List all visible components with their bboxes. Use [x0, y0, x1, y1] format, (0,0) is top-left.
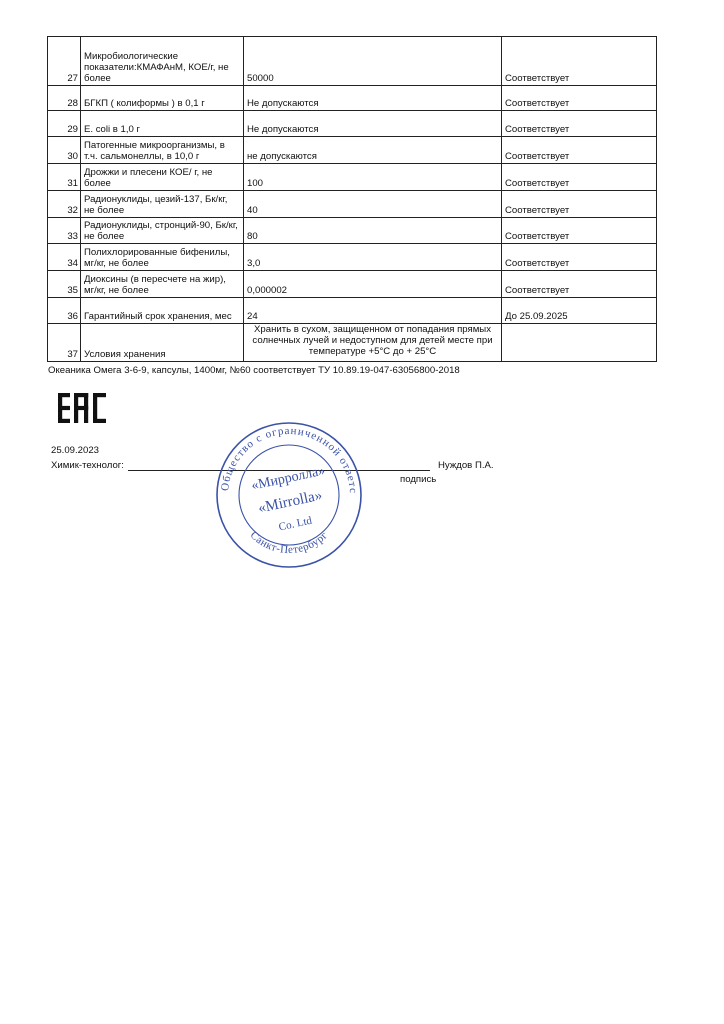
result-cell: Соответствует	[502, 218, 657, 244]
norm-cell: 24	[244, 298, 502, 324]
indicator-cell: БГКП ( колиформы ) в 0,1 г	[81, 86, 244, 111]
result-cell: Соответствует	[502, 244, 657, 271]
norm-cell: 100	[244, 164, 502, 191]
row-number: 33	[48, 218, 81, 244]
specification-table	[47, 36, 657, 362]
result-cell: Соответствует	[502, 137, 657, 164]
stamp-name-en: «Mirrolla»	[256, 487, 324, 517]
stamp-city-text: Санкт-Петербург	[247, 529, 331, 557]
row-number: 36	[48, 298, 81, 324]
row-number: 29	[48, 111, 81, 137]
table-row	[48, 37, 657, 86]
table-row	[48, 271, 657, 298]
eac-mark-icon	[58, 393, 108, 423]
norm-cell: 80	[244, 218, 502, 244]
stamp-name-ru: «Мирролла»	[250, 463, 327, 494]
result-cell: Соответствует	[502, 111, 657, 137]
table-row-storage	[48, 324, 657, 362]
indicator-cell: Условия хранения	[81, 324, 244, 362]
signer-role: Химик-технолог:	[51, 460, 124, 471]
specification-table-body	[48, 37, 657, 362]
norm-cell: не допускаются	[244, 137, 502, 164]
row-number: 34	[48, 244, 81, 271]
result-cell: Соответствует	[502, 37, 657, 86]
svg-text:Санкт-Петербург	[248, 529, 331, 556]
result-cell: До 25.09.2025	[502, 298, 657, 324]
result-cell: Соответствует	[502, 191, 657, 218]
table-row	[48, 86, 657, 111]
result-cell: Соответствует	[502, 86, 657, 111]
indicator-cell: Дрожжи и плесени КОЕ/ г, не более	[81, 164, 244, 191]
table-row	[48, 191, 657, 218]
norm-cell: 40	[244, 191, 502, 218]
row-number: 35	[48, 271, 81, 298]
stamp-suffix: Co. Ltd	[277, 514, 314, 534]
indicator-cell: Патогенные микроорганизмы, в т.ч. сальмонеллы, в 10,0 г	[81, 137, 244, 164]
company-stamp	[214, 420, 364, 575]
norm-cell: Не допускаются	[244, 86, 502, 111]
indicator-cell: Диоксины (в пересчете на жир), мг/кг, не более	[81, 271, 244, 298]
indicator-cell: E. coli в 1,0 г	[81, 111, 244, 137]
indicator-cell: Микробиологические показатели:КМАФАнМ, КОЕ/г, не более	[81, 37, 244, 86]
stamp-outer-text: Общество с ограниченной ответс	[219, 424, 360, 495]
result-cell: Соответствует	[502, 164, 657, 191]
storage-conditions-cell: Хранить в сухом, защищенном от попадания прямых солнечных лучей и недоступном для детей месте при температуре +5°С до + 25°С	[244, 324, 502, 362]
stamp-seal-icon	[214, 420, 364, 570]
row-number: 32	[48, 191, 81, 218]
signature-caption: подпись	[400, 474, 437, 485]
document-date: 25.09.2023	[51, 445, 100, 456]
conformity-conclusion: Океаника Омега 3-6-9, капсулы, 1400мг, №60 соответствует ТУ 10.89.19-047-63056800-2018	[48, 365, 460, 376]
table-row	[48, 164, 657, 191]
table-row	[48, 137, 657, 164]
eac-logo	[58, 393, 108, 428]
row-number: 27	[48, 37, 81, 86]
row-number: 30	[48, 137, 81, 164]
result-cell: Соответствует	[502, 271, 657, 298]
signer-name: Нуждов П.А.	[438, 460, 494, 471]
norm-cell: Не допускаются	[244, 111, 502, 137]
indicator-cell: Полихлорированные бифенилы, мг/кг, не более	[81, 244, 244, 271]
row-number: 37	[48, 324, 81, 362]
table-row	[48, 298, 657, 324]
row-number: 28	[48, 86, 81, 111]
table-row	[48, 218, 657, 244]
table-row	[48, 244, 657, 271]
result-cell-empty	[502, 324, 657, 362]
indicator-cell: Радионуклиды, стронций-90, Бк/кг, не более	[81, 218, 244, 244]
row-number: 31	[48, 164, 81, 191]
indicator-cell: Гарантийный срок хранения, мес	[81, 298, 244, 324]
indicator-cell: Радионуклиды, цезий-137, Бк/кг, не более	[81, 191, 244, 218]
norm-cell: 0,000002	[244, 271, 502, 298]
table-row	[48, 111, 657, 137]
norm-cell: 50000	[244, 37, 502, 86]
norm-cell: 3,0	[244, 244, 502, 271]
